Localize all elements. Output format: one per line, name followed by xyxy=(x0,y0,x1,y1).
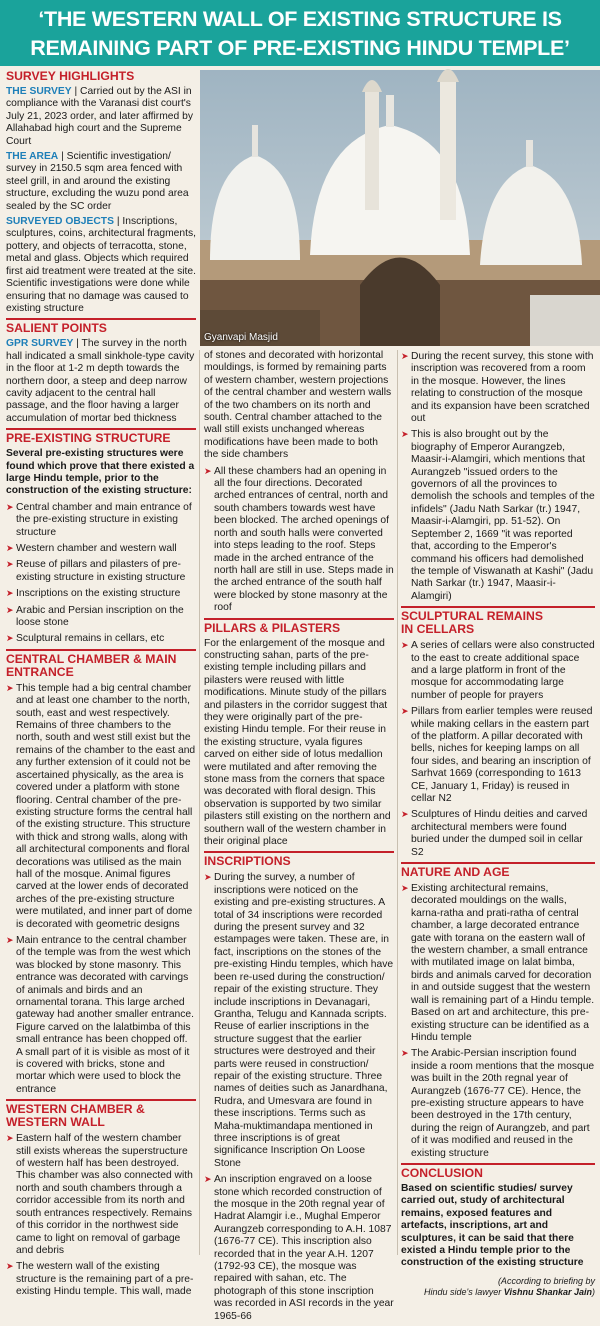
list-item: ➤ The Arabic-Persian inscription found inside a room mentions that the mosque was built in the 20th regnal year of Aurangzeb (1676-77 CE). Hence, the pre-existing structure appears to have been destroyed in the 17th century, during the reign of Aurangzeb, and part of it was modified and reused in the existing structure xyxy=(401,1047,595,1160)
gpr-survey-item: GPR SURVEY | The survey in the north hall indicated a small sinkhole-type cavity in the floor at 1-2 m depth towards the northern door, a steep and deep narrow cavity adjacent to the central hall passage, and the floor having a larger accumulation of mortar bed thickness xyxy=(6,338,195,424)
survey-highlights-heading: SURVEY HIGHLIGHTS xyxy=(6,69,135,83)
list-item: ➤ All these chambers had an opening in all the four directions. Decorated arched entrances of central, north and south chambers towards west have been blocked. The arched openings of north and south halls were converted into steps leading to the roof. Steps made in the arched entrance of the north hall are still in use. Steps made in the arched entrance of the south half were blocked by stone masonry at the roof xyxy=(204,465,394,615)
list-item: ➤ Sculptures of Hindu deities and carved architectural members were found buried under the dumped soil in cellar S2 xyxy=(401,808,595,859)
list-item: ➤ During the recent survey, this stone with inscription was recovered from a room in the mosque. However, the lines relating to construction of the mosque and its expansion have been scratched out xyxy=(401,350,595,425)
list-item: ➤ An inscription engraved on a loose stone which recorded construction of the mosque in the 20th regnal year of Hadrat Alamgir i.e., Mughal Emperor Aurangzeb corresponding to A.H. 1087 (1676-77 CE). This inscription also recorded that in the year A.H. 1207 (1792-93 CE), the mosque was repaired with sahan, etc. The photograph of this stone inscription was recorded in ASI records in the year 1965-66 xyxy=(204,1173,394,1323)
surveyed-objects-item: SURVEYED OBJECTS | Inscriptions, sculptures, coins, architectural fragments, pottery, and objects of terracotta, stone, metal and glass. Objects which required first aid treatment were treated at the site. Scientific investigations were done while ensuring that no damage was caused to existing structure xyxy=(6,216,197,314)
headline-line-2: REMAINING PART OF PRE-EXISTING HINDU TEMPLE’ xyxy=(30,36,570,60)
credit-line-2: Hindu side's lawyer Vishnu Shankar Jain) xyxy=(424,1286,595,1297)
list-item: ➤ Central chamber and main entrance of the pre-existing structure in existing structure xyxy=(6,501,196,539)
list-item: ➤ Reuse of pillars and pilasters of pre-existing structure in existing structure xyxy=(6,558,196,584)
list-item: ➤ Arabic and Persian inscription on the loose stone xyxy=(6,604,196,630)
list-item: ➤ This temple had a big central chamber and at least one chamber to the north, south, east and west respectively. Remains of three chambers to the north, south and west still exist but the remains of the chamber to the east and any further extension of it could not be ascertained physically, as the area is covered under a platform with stone flooring. Central chamber of the pre-existing structure forms the central hall of the existing structure. This structure with thick and strong walls, along with all architectural components and floral decorations was utilised as the main hall of the mosque. Animal figures carved at the lower ends of decorated arches of the pre-existing structure were mutilated, and inner part of dome is decorated with geometric designs xyxy=(6,682,196,931)
list-item: ➤ Western chamber and western wall xyxy=(6,542,196,555)
lawyer-name: Vishnu Shankar Jain xyxy=(503,1286,592,1297)
photo-caption: Gyanvapi Masjid xyxy=(204,332,278,343)
column-2 xyxy=(204,350,394,1326)
pre-existing-heading: PRE-EXISTING STRUCTURE xyxy=(6,428,196,445)
mosque-illustration xyxy=(200,70,600,346)
sculptural-heading-line-2: IN CELLARS xyxy=(401,622,475,637)
list-item: ➤ Main entrance to the central chamber of the temple was from the west which was blocked by stone masonry. This entrance was decorated with carvings of animals and birds and an ornamental torana. This large arched gateway had another smaller entrance. Figure carved on the lalatbimba of this small entrance has been chopped off. A small part of it is visible as most of it is covered with bricks, stone and mortar which were used to block the entrance xyxy=(6,934,196,1096)
list-item: ➤ The western wall of the existing structure is the remaining part of a pre-existing Hindu temple. This wall, made xyxy=(6,1260,196,1298)
list-item: ➤ Eastern half of the western chamber still exists whereas the superstructure of western half has been destroyed. This chamber was also connected with north and south chambers through a corridor accessible from its north and south entrances respectively. Remains of this corridor in the northwest side came to light on removal of garbage and debris xyxy=(6,1132,196,1257)
sculptural-heading-line-1: SCULPTURAL REMAINS xyxy=(401,609,543,624)
area-item: THE AREA | Scientific investigation/ survey in 2150.5 sqm area fenced with steel grill, in and around the existing structure, excluding the wuzu pond area sealed by the SC order xyxy=(6,151,189,212)
western-chamber-heading: WESTERN CHAMBER & WESTERN WALL xyxy=(6,1099,196,1129)
list-item: ➤ This is also brought out by the biography of Emperor Aurangzeb, Maasir-i-Alamgiri, which mentions that Aurangzeb "issued orders to the governors of all the provinces to demolish the schools and temples of the infidels" (Jadu Nath Sarkar (tr.) 1947, Maasir-i-Alamgiri, pp. 51-52). On September 2, 1669 "it was reported that, according to the Emperor's command his officers had demolished the temple of Viswanath at Kashi" (Jadu Nath Sarkar (tr.) 1947, Maasir-i-Alamgiri) xyxy=(401,428,595,603)
survey-item: THE SURVEY | Carried out by the ASI in compliance with the Varanasi dist court's July 21, 2023 order, and later affirmed by Allahabad high court and the Supreme Court xyxy=(6,86,193,147)
headline-banner xyxy=(0,0,600,66)
column-divider-1 xyxy=(199,350,200,1255)
headline-line-1: ‘THE WESTERN WALL OF EXISTING STRUCTURE IS xyxy=(38,7,562,31)
list-item: ➤ A series of cellars were also constructed to the east to create additional space and a large platform in front of the mosque for accommodating large number of people for prayers xyxy=(401,639,595,702)
salient-points-heading: SALIENT POINTS xyxy=(6,318,196,335)
central-chamber-heading: CENTRAL CHAMBER & MAIN ENTRANCE xyxy=(6,649,196,679)
pre-existing-intro: Several pre-existing structures were found which prove that there existed a large Hindu temple, prior to the construction of the existing structure: xyxy=(6,448,195,497)
column-3 xyxy=(401,350,595,1298)
column-divider-2 xyxy=(397,350,398,1255)
list-item: ➤ During the survey, a number of inscriptions were noticed on the existing and pre-existing structures. A total of 34 inscriptions were recorded during the present survey and 32 estampages were taken. These are, in fact, inscriptions on the stones of the pre-existing Hindu temples, which have been re-used during the construction/ repair of the existing structure. They include inscriptions in Devanagari, Grantha, Telugu and Kannada scripts. Reuse of earlier inscriptions in the structure suggest that the earlier structures were destroyed and their parts were reused in construction/ repair of the existing structure. Three names of deities such as Janardhana, Rudra, and Umesvara are found in these inscriptions. Terms such as Maha-muktimandapa mentioned in three inscriptions is of great significance Inscription On Loose Stone xyxy=(204,871,394,1170)
list-item: ➤ Existing architectural remains, decorated mouldings on the walls, karna-ratha and prati-ratha of central chamber, a large decorated entrance gate with torana on the eastern wall of the western chamber, a small entrance with mutilated image on lalat bimba, birds and animals carved for decoration in and outside suggest that the western wall is remaining part of a Hindu temple. Based on art and architecture, this pre-existing structure can be identified as a Hindu temple xyxy=(401,882,595,1044)
mosque-photo xyxy=(200,70,600,346)
list-item: ➤ Pillars from earlier temples were reused while making cellars in the eastern part of the platform. A pillar decorated with bells, niches for keeping lamps on all four sides, and bearing an inscription of Sarhvat 1669 (corresponding to 1613 CE, January 1, Friday) is reused in cellar N2 xyxy=(401,705,595,805)
conclusion-text: Based on scientific studies/ survey carried out, study of architectural remains, exposed features and artefacts, inscriptions, art and sculptures, it can be said that there existed a Hindu temple prior to the construction of the existing structure xyxy=(401,1182,584,1269)
column-1 xyxy=(6,70,196,1302)
pillars-text: For the enlargement of the mosque and constructing sahan, parts of the pre-existing temple including pillars and pilasters were reused with little modifications. Minute study of the pillars and pilasters in the corridor suggest that they were originally part of the pre-existing Hindu temple. For their reuse in the existing structure, vyala figures carved on either side of lotus medallion were mutilated and after removing the stone mass from the corners that space was decorated with floral design. This observation is supported by two similar pilasters still existing on the northern and southern wall of the western chamber in their original place xyxy=(204,637,391,848)
western-wall-continued: of stones and decorated with horizontal mouldings, is formed by remaining parts of western chamber, western projections of the central chamber and western walls of the two chambers on its north and south. Central chamber attached to the wall still exists unchanged whereas modifications have been made to both the side chambers xyxy=(204,350,392,461)
list-item: ➤ Sculptural remains in cellars, etc xyxy=(6,632,196,645)
credit-line xyxy=(401,1276,595,1298)
pillars-heading: PILLARS & PILASTERS xyxy=(204,618,394,635)
credit-line-1: (According to briefing by xyxy=(497,1275,595,1286)
sculptural-heading xyxy=(401,606,595,636)
inscriptions-heading: INSCRIPTIONS xyxy=(204,851,394,868)
nature-age-heading: NATURE AND AGE xyxy=(401,862,595,879)
conclusion-heading: CONCLUSION xyxy=(401,1163,595,1180)
list-item: ➤ Inscriptions on the existing structure xyxy=(6,587,196,600)
